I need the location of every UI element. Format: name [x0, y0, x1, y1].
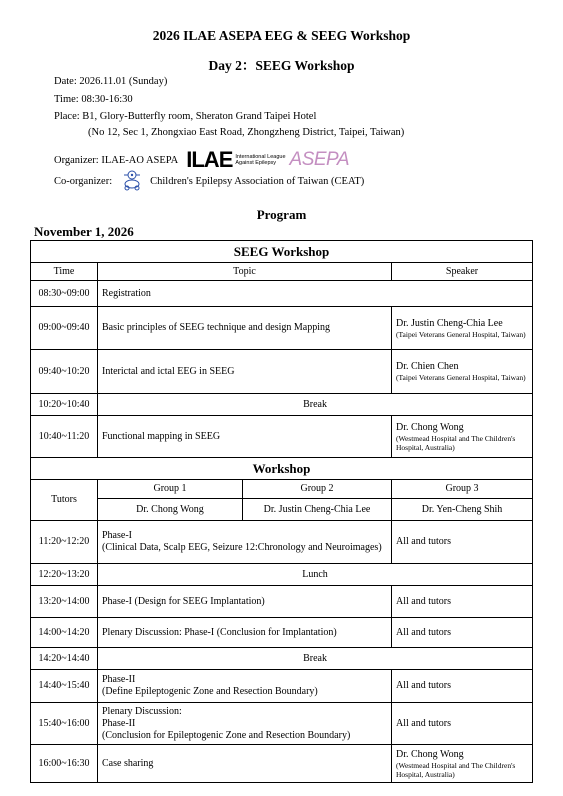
tutors-label: Tutors — [31, 480, 98, 521]
table-row: 09:00~09:40 Basic principles of SEEG technique and design Mapping Dr. Justin Cheng-Chia Lee (Taipei Veterans General Hospital, Taiwan) — [31, 307, 533, 350]
speaker-cell: Dr. Justin Cheng-Chia Lee (Taipei Veterans General Hospital, Taiwan) — [392, 307, 533, 350]
event-time: Time: 08:30-16:30 — [54, 94, 133, 105]
table-row: 15:40~16:00 Plenary Discussion: Phase-II (Conclusion for Epileptogenic Zone and Resection Boundary) All and tutors — [31, 703, 533, 745]
group-1-tutor: Dr. Chong Wong — [98, 499, 243, 521]
document-title: 2026 ILAE ASEPA EEG & SEEG Workshop — [152, 28, 411, 43]
workshop-section-title: Workshop — [31, 458, 533, 480]
speaker-cell: Dr. Chien Chen (Taipei Veterans General Hospital, Taiwan) — [392, 350, 533, 394]
document-subtitle: Day 2：SEEG Workshop — [208, 58, 355, 73]
group-3-tutor: Dr. Yen-Cheng Shih — [392, 499, 533, 521]
group-3-label: Group 3 — [392, 480, 533, 499]
seeg-section-title: SEEG Workshop — [31, 241, 533, 263]
table-row: 16:00~16:30 Case sharing Dr. Chong Wong (Westmead Hospital and The Children's Hospital, Australia) — [31, 745, 533, 783]
table-row: 12:20~13:20 Lunch — [31, 564, 533, 586]
date-heading: November 1, 2026 — [34, 224, 134, 239]
header-topic: Topic — [98, 263, 392, 281]
co-organizer-row — [54, 170, 364, 192]
group-1-label: Group 1 — [98, 480, 243, 499]
event-address: (No 12, Sec 1, Zhongxiao East Road, Zhongzheng District, Taipei, Taiwan) — [88, 127, 405, 138]
event-place: Place: B1, Glory-Butterfly room, Sheraton Grand Taipei Hotel — [54, 111, 317, 122]
header-time: Time — [31, 263, 98, 281]
table-row: 14:00~14:20 Plenary Discussion: Phase-I (Conclusion for Implantation) All and tutors — [31, 618, 533, 648]
table-row: 08:30~09:00 Registration — [31, 281, 533, 307]
event-date: Date: 2026.11.01 (Sunday) — [54, 76, 168, 87]
table-row: 09:40~10:20 Interictal and ictal EEG in SEEG Dr. Chien Chen (Taipei Veterans General Hospital, Taiwan) — [31, 350, 533, 394]
table-row: 10:40~11:20 Functional mapping in SEEG Dr. Chong Wong (Westmead Hospital and The Children's Hospital, Australia) — [31, 416, 533, 458]
group-2-tutor: Dr. Justin Cheng-Chia Lee — [243, 499, 392, 521]
organizer-text: Organizer: ILAE-AO ASEPA — [54, 154, 179, 166]
schedule-table — [30, 240, 533, 783]
asepa-logo: ASEPA — [289, 149, 349, 170]
table-row: 14:40~15:40 Phase-II (Define Epileptogenic Zone and Resection Boundary) All and tutors — [31, 670, 533, 703]
table-row: 10:20~10:40 Break — [31, 394, 533, 416]
table-row: 11:20~12:20 Phase-I (Clinical Data, Scalp EEG, Seizure 12:Chronology and Neuroimages) All and tutors — [31, 521, 533, 564]
ilae-logo — [186, 149, 285, 171]
group-2-label: Group 2 — [243, 480, 392, 499]
table-row: 14:20~14:40 Break — [31, 648, 533, 670]
co-organizer-name: Children's Epilepsy Association of Taiwan (CEAT) — [150, 175, 365, 187]
table-row: 13:20~14:00 Phase-I (Design for SEEG Implantation) All and tutors — [31, 586, 533, 618]
ilae-logo-text: International League Against Epilepsy — [235, 153, 286, 166]
program-heading: Program — [256, 207, 307, 222]
speaker-cell: Dr. Chong Wong (Westmead Hospital and The Children's Hospital, Australia) — [392, 745, 533, 783]
header-speaker: Speaker — [392, 263, 533, 281]
ceat-logo-icon — [120, 169, 144, 194]
ilae-logo-mark: ILAE — [186, 147, 233, 172]
co-organizer-label: Co-organizer: — [54, 175, 113, 187]
speaker-cell: Dr. Chong Wong (Westmead Hospital and The Children's Hospital, Australia) — [392, 416, 533, 458]
